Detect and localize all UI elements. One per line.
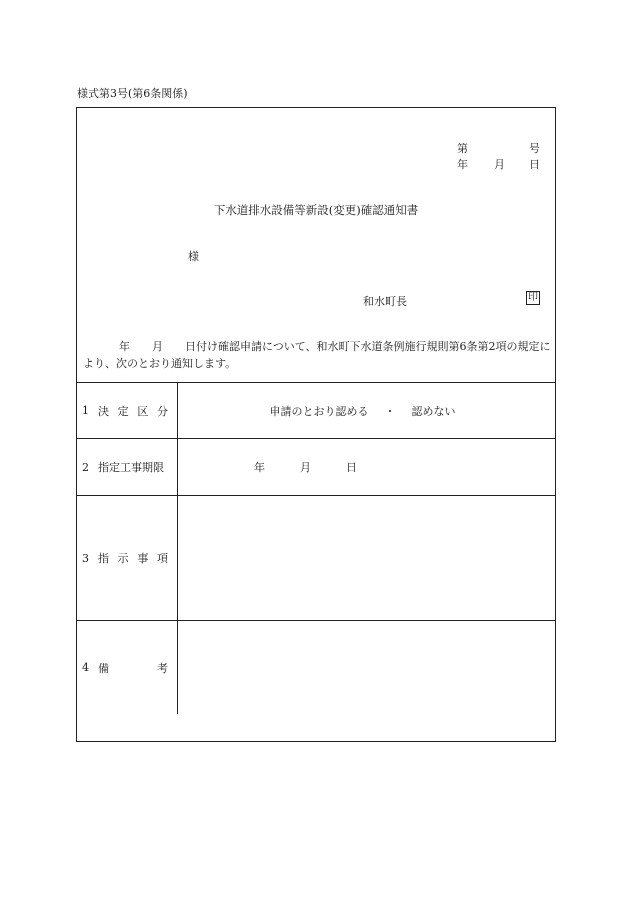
row-number: 1 bbox=[82, 404, 89, 417]
table-row bbox=[77, 620, 555, 714]
option-deny[interactable]: 認めない bbox=[411, 404, 456, 418]
row-number: 4 bbox=[82, 661, 89, 674]
table-row bbox=[77, 438, 555, 495]
row-label bbox=[77, 383, 178, 438]
body-month: 月 bbox=[152, 340, 163, 353]
document-title: 下水道排水設備等新設(変更)確認通知書 bbox=[213, 203, 419, 217]
issuer-name: 和水町長 bbox=[363, 295, 407, 308]
label-char: 定 bbox=[117, 404, 129, 418]
row-label bbox=[77, 621, 178, 714]
detail-table bbox=[77, 382, 555, 714]
addressee-honorific: 様 bbox=[188, 250, 199, 263]
row-number: 2 bbox=[82, 460, 89, 474]
label-text: 指定工事期限 bbox=[98, 461, 164, 474]
label-char: 指 bbox=[98, 552, 109, 565]
table-row bbox=[77, 495, 555, 620]
seal-mark: 印 bbox=[528, 292, 538, 303]
document-number-prefix: 第 bbox=[457, 142, 468, 155]
label-char: 事 bbox=[137, 552, 149, 565]
issue-date-month: 月 bbox=[494, 158, 505, 171]
remarks-cell[interactable] bbox=[178, 621, 555, 714]
label-char: 示 bbox=[117, 552, 129, 565]
instructions-cell[interactable] bbox=[178, 496, 555, 620]
option-approve[interactable]: 申請のとおり認める bbox=[269, 404, 369, 418]
row-label bbox=[77, 496, 178, 620]
row-label bbox=[77, 439, 178, 495]
row-number: 3 bbox=[82, 551, 89, 565]
deadline-cell[interactable] bbox=[178, 439, 555, 495]
label-char: 考 bbox=[157, 661, 168, 675]
option-separator: ・ bbox=[384, 404, 396, 418]
label-char: 区 bbox=[137, 404, 149, 418]
document-number-suffix: 号 bbox=[529, 142, 540, 155]
form-number-label: 様式第3号(第6条関係) bbox=[77, 87, 188, 100]
label-char: 分 bbox=[156, 404, 168, 418]
notice-form bbox=[76, 107, 556, 742]
body-year: 年 bbox=[119, 340, 130, 353]
label-char: 項 bbox=[156, 552, 168, 565]
issue-date-year: 年 bbox=[457, 158, 468, 171]
label-char: 決 bbox=[98, 404, 109, 418]
notice-body bbox=[83, 338, 551, 372]
deadline-day: 日 bbox=[346, 461, 357, 474]
body-text: 日付け確認申請について、和水町下水道条例施行規則第6条第2項の規定により、次のとおり通知します。 bbox=[83, 340, 551, 370]
issue-date-day: 日 bbox=[529, 158, 540, 171]
deadline-year: 年 bbox=[254, 461, 265, 474]
deadline-month: 月 bbox=[300, 461, 311, 474]
decision-cell bbox=[178, 383, 555, 438]
label-char: 備 bbox=[98, 661, 109, 675]
table-row bbox=[77, 382, 555, 438]
